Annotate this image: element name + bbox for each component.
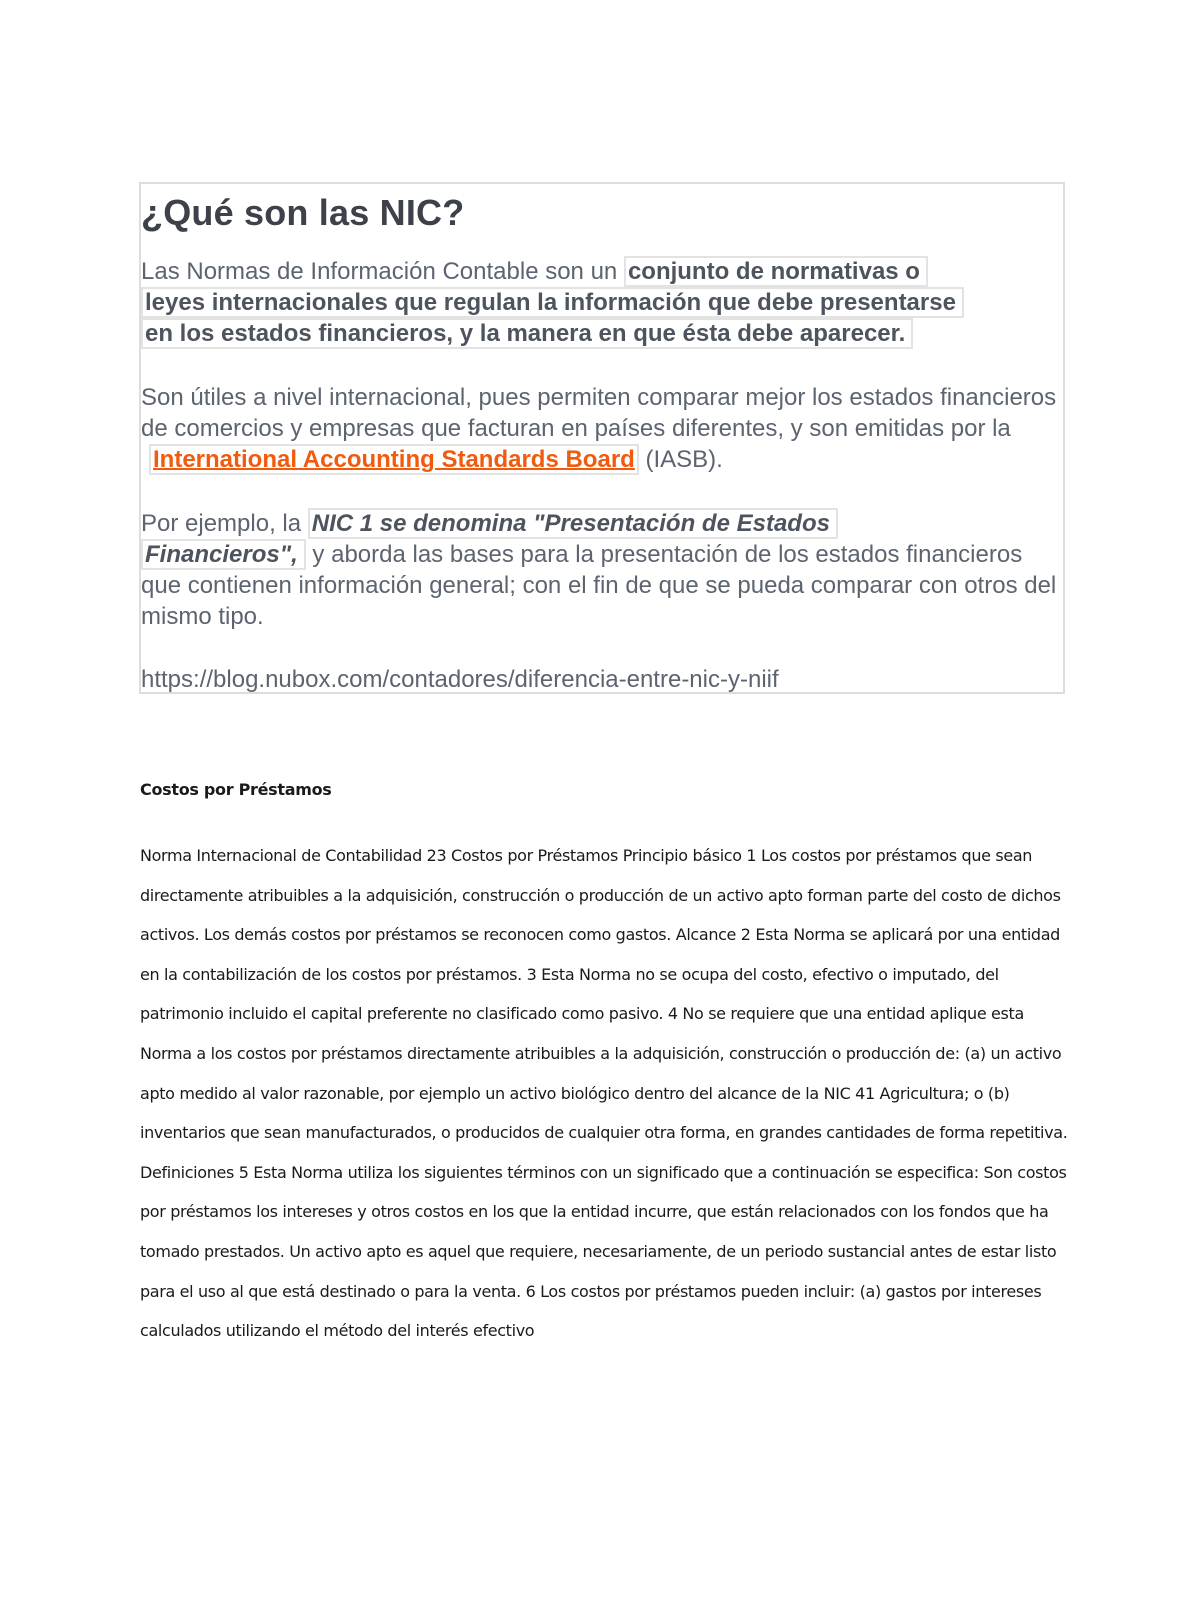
example-intro: Por ejemplo, la xyxy=(141,510,308,537)
usefulness-text: Son útiles a nivel internacional, pues permiten comparar mejor los estados financieros de comercios y empresas que facturan en países diferentes, y son emitidas por la xyxy=(141,384,1057,442)
definition-highlight-line-3: en los estados financieros, y la manera en que ésta debe aparecer. xyxy=(141,318,913,349)
usefulness-paragraph xyxy=(141,382,1059,475)
nic-embedded-snippet xyxy=(139,182,1065,694)
document-section xyxy=(140,780,1068,1341)
definition-intro: Las Normas de Información Contable son un xyxy=(141,258,624,285)
source-url[interactable]: https://blog.nubox.com/contadores/diferencia-entre-nic-y-niif xyxy=(141,666,779,693)
snippet-title: ¿Qué son las NIC? xyxy=(141,192,465,233)
example-text: y aborda las bases para la presentación de los estados financieros que contienen información general; con el fin de que se pueda comparar con otros del mismo tipo. xyxy=(141,541,1057,630)
source-paragraph xyxy=(141,664,1059,695)
section-body: Norma Internacional de Contabilidad 23 Costos por Préstamos Principio básico 1 Los costos por préstamos que sean directamente atribuibles a la adquisición, construcción o producción de un activo apto forman parte del costo de dichos activos. Los demás costos por préstamos se reconocen como gastos. Alcance 2 Esta Norma se aplicará por una entidad en la contabilización de los costos por préstamos. 3 Esta Norma no se ocupa del costo, efectivo o imputado, del patrimonio incluido el capital preferente no clasificado como pasivo. 4 No se requiere que una entidad aplique esta Norma a los costos por préstamos directamente atribuibles a la adquisición, construcción o producción de: (a) un activo apto medido al valor razonable, por ejemplo un activo biológico dentro del alcance de la NIC 41 Agricultura; o (b) inventarios que sean manufacturados, o producidos de cualquier otra forma, en grandes cantidades de forma repetitiva. Definiciones 5 Esta Norma utiliza los siguientes términos con un significado que a continuación se especifica: Son costos por préstamos los intereses y otros costos en los que la entidad incurre, que están relacionados con los fondos que ha tomado prestados. Un activo apto es aquel que requiere, necesariamente, de un periodo sustancial antes de estar listo para el uso al que está destinado o para la venta. 6 Los costos por préstamos pueden incluir: (a) gastos por intereses calculados utilizando el método del interés efectivo xyxy=(140,846,1068,1341)
definition-paragraph xyxy=(141,256,1059,349)
iasb-link[interactable]: International Accounting Standards Board xyxy=(153,446,635,473)
section-heading: Costos por Préstamos xyxy=(140,780,332,799)
usefulness-suffix: (IASB). xyxy=(638,446,723,473)
definition-highlight-line-2: leyes internacionales que regulan la información que debe presentarse xyxy=(141,287,964,318)
example-paragraph xyxy=(141,508,1059,632)
example-highlight-line-1: NIC 1 se denomina "Presentación de Estados xyxy=(308,508,838,539)
definition-highlight-line-1: conjunto de normativas o xyxy=(624,256,928,287)
example-highlight-line-2: Financieros", xyxy=(141,539,306,570)
